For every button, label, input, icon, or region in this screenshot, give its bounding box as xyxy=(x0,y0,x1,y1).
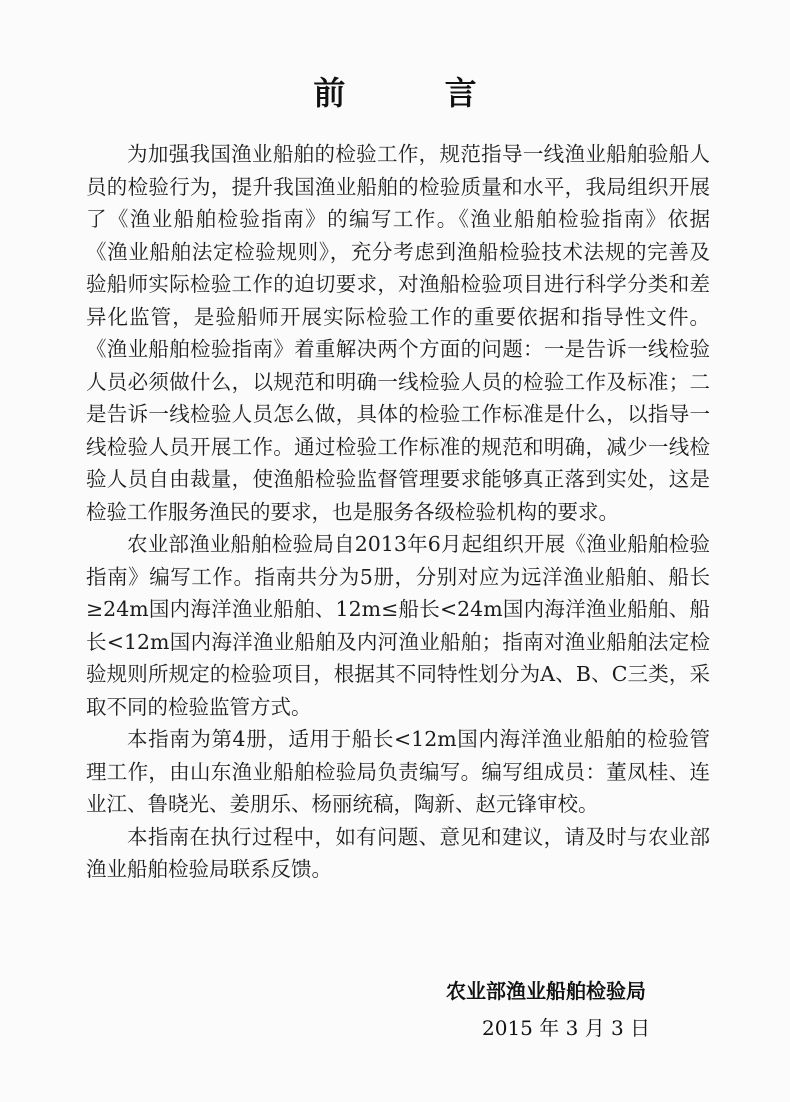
paragraph-4: 本指南在执行过程中，如有问题、意见和建议，请及时与农业部渔业船舶检验局联系反馈。 xyxy=(86,824,710,881)
page-title: 前 言 xyxy=(313,74,521,112)
paragraph-3: 本指南为第4册，适用于船长<12m国内海洋渔业船舶的检验管理工作，由山东渔业船舶检验局负责编写。编写组成员：董凤桂、连业江、鲁晓光、姜朋乐、杨丽统稿，陶新、赵元锋审校。 xyxy=(86,727,710,816)
paragraph-1: 为加强我国渔业船舶的检验工作，规范指导一线渔业船舶验船人员的检验行为，提升我国渔业船舶的检验质量和水平，我局组织开展了《渔业船舶检验指南》的编写工作。《渔业船舶检验指南》依据《渔业船舶法定检验规则》，充分考虑到渔船检验技术法规的完善及验船师实际检验工作的迫切要求，对渔船检验项目进行科学分类和差异化监管，是验船师开展实际检验工作的重要依据和指导性文件。《渔业船舶检验指南》着重解决两个方面的问题：一是告诉一线检验人员必须做什么，以规范和明确一线检验人员的检验工作及标准；二是告诉一线检验人员怎么做，具体的检验工作标准是什么，以指导一线检验人员开展工作。通过检验工作标准的规范和明确，减少一线检验人员自由裁量，使渔船检验监督管理要求能够真正落到实处，这是检验工作服务渔民的要求，也是服务各级检验机构的要求。 xyxy=(86,142,710,524)
paragraph-2: 农业部渔业船舶检验局自2013年6月起组织开展《渔业船舶检验指南》编写工作。指南共分为5册，分别对应为远洋渔业船舶、船长≥24m国内海洋渔业船舶、12m≤船长<24m国内海洋渔业船舶、船长<12m国内海洋渔业船舶及内河渔业船舶；指南对渔业船舶法定检验规则所规定的检验项目，根据其不同特性划分为A、B、C三类，采取不同的检验监管方式。 xyxy=(86,532,710,719)
signing-date: 2015 年 3 月 3 日 xyxy=(482,1016,651,1040)
preface-body xyxy=(86,138,710,886)
signing-organization: 农业部渔业船舶检验局 xyxy=(446,979,646,1003)
